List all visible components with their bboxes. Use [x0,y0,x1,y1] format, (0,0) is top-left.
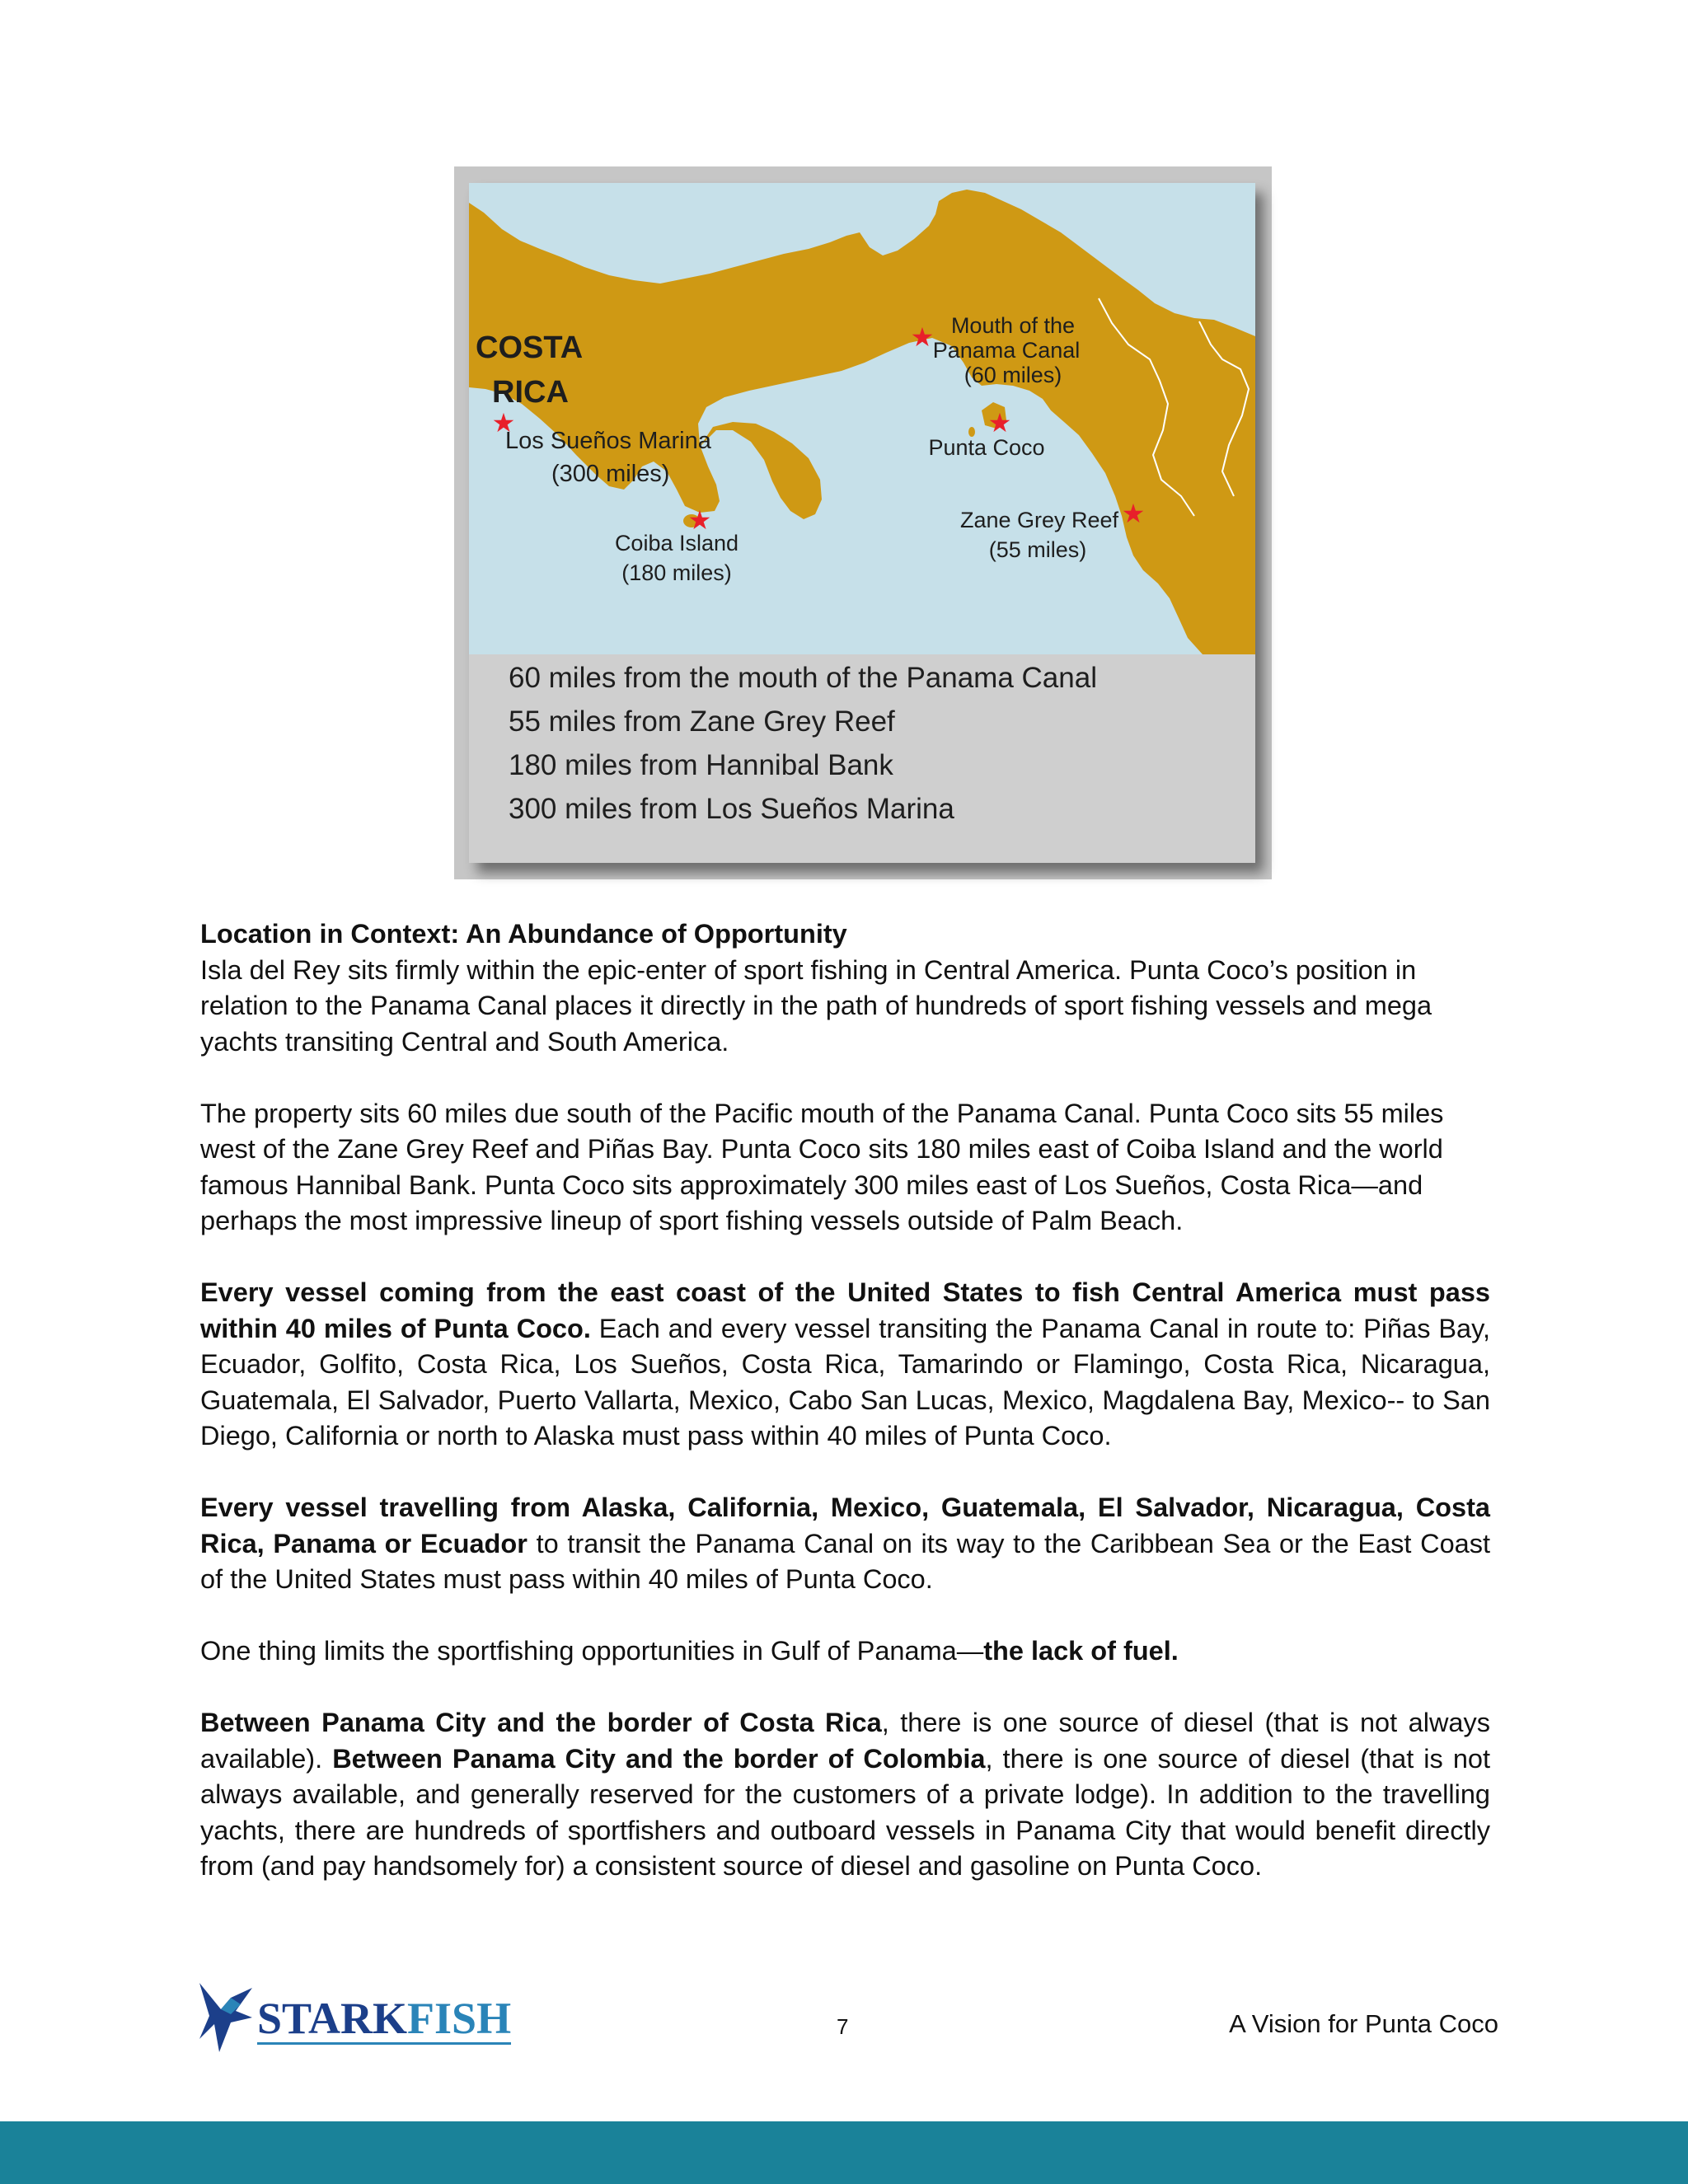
canal-distance: (60 miles) [964,363,1062,387]
paragraph-3-bold: Every vessel coming from the east coast of the United States to fish Central America must pass within 40 miles of Punta Coco. [200,1277,1490,1343]
map-figure [454,166,1272,879]
distance-item: 55 miles from Zane Grey Reef [509,705,895,738]
paragraph-5-text: One thing limits the sportfishing opportunities in Gulf of Panama— [200,1636,984,1666]
paragraph-2: The property sits 60 miles due south of the Pacific mouth of the Panama Canal. Punta Coco sits 55 miles west of the Zane Grey Reef and Piñas Bay. Punta Coco sits 180 miles east of Coiba Island and the world famous Hannibal Bank. Punta Coco sits approximately 300 miles east of Los Sueños, Costa Rica—and perhaps the most impressive lineup of sport fishing vessels outside of Palm Beach. [200,1098,1444,1235]
distance-item: 60 miles from the mouth of the Panama Canal [509,662,1097,694]
logo-wordmark [257,1994,511,2045]
paragraph-6-text-1: , there is one source of diesel (that is not always available). [200,1708,1490,1774]
logo-stark: STARK [257,1994,408,2043]
canal-label: Mouth of the [950,313,1076,338]
costa-rica-label-2: RICA [492,375,569,410]
paragraph-3 [200,1275,1490,1455]
paragraph-4-bold: Every vessel travelling from Alaska, California, Mexico, Guatemala, El Salvador, Nicaragua, Costa Rica, Panama or Ecuador [200,1493,1490,1558]
coiba-distance: (180 miles) [621,560,732,585]
paragraph-6 [200,1705,1490,1885]
footer-bar [0,2121,1688,2184]
los-suenos-distance: (300 miles) [551,461,670,487]
star-punta-coco-icon: ★ [987,408,1012,438]
footer-title: A Vision for Punta Coco [1229,2009,1498,2038]
distance-item: 180 miles from Hannibal Bank [509,749,893,781]
zane-grey-label: Zane Grey Reef [959,508,1119,532]
paragraph-6-text-2: , there is one source of diesel (that is not always available, and generally reserved for the customers of a private lodge). In addition to the travelling yachts, there are hundreds of sportfishers and outboard vessels in Panama City that would benefit directly from (and pay handsomely for) a consistent source of diesel and gasoline on Punta Coco. [200,1743,1490,1881]
coiba-label: Coiba Island [614,531,739,555]
page-number: 7 [837,2014,849,2039]
paragraph-1: Isla del Rey sits firmly within the epic-enter of sport fishing in Central America. Punta Coco’s position in relation to the Panama Canal places it directly in the path of hundreds of sport fishing vessels and mega yachts transiting Central and South America. [200,954,1432,1057]
star-los-suenos-icon: ★ [491,408,516,438]
paragraph-6-bold-1: Between Panama City and the border of Costa Rica [200,1708,882,1737]
panama-map [469,183,1255,654]
costa-rica-label: COSTA [476,330,584,365]
star-coiba-icon: ★ [687,505,712,535]
star-canal-icon: ★ [910,322,935,352]
map-panel [469,183,1255,863]
paragraph-4 [200,1490,1490,1598]
canal-label-2: Panama Canal [932,338,1081,363]
zane-grey-distance: (55 miles) [988,537,1087,562]
starkfish-logo [198,1981,528,2055]
article-body [200,916,1490,1920]
section-heading: Location in Context: An Abundance of Opportunity [200,919,847,949]
paragraph-4-text: to transit the Panama Canal on its way to the Caribbean Sea or the East Coast of the United States must pass within 40 miles of Punta Coco. [200,1528,1491,1594]
paragraph-3-text: Each and every vessel transiting the Panama Canal in route to: Piñas Bay, Ecuador, Golfito, Costa Rica, Los Sueños, Costa Rica, Tamarindo or Flamingo, Costa Rica, Nicaragua, Guatemala, El Salvador, Puerto Vallarta, Mexico, Cabo San Lucas, Mexico, Magdalena Bay, Mexico-- to San Diego, California or north to Alaska must pass within 40 miles of Punta Coco. [200,1313,1490,1451]
los-suenos-label: Los Sueños Marina [505,428,711,454]
logo-fish: FISH [407,1994,512,2043]
star-zane-grey-icon: ★ [1121,499,1146,528]
paragraph-6-bold-2: Between Panama City and the border of Colombia [332,1743,986,1774]
distance-item: 300 miles from Los Sueños Marina [509,793,954,825]
paragraph-5-bold: the lack of fuel. [983,1636,1179,1666]
distance-list [509,656,1097,831]
punta-coco-label: Punta Coco [928,435,1045,460]
paragraph-5 [200,1633,1490,1670]
fish-logo-icon [198,1981,256,2055]
